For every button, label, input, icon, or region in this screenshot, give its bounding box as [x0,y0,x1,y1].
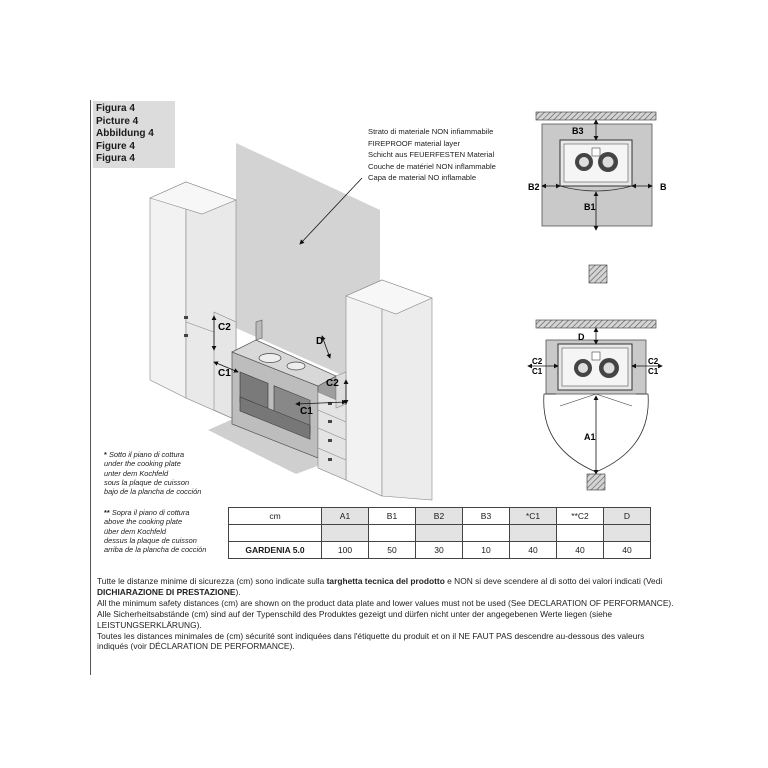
table-cell: 50 [369,542,416,559]
safety-distance-table [228,507,651,559]
table-header-cell: B2 [416,508,463,525]
left-cabinet-side [150,182,186,398]
table-row [229,542,651,559]
safety-paragraph [97,609,675,631]
plan2-wall-hatch [536,320,656,328]
paragraph-run: All the minimum safety distances (cm) are shown on the product data plate and lower values must not be used (See DECLARATION OF PERFORMANCE). [97,597,674,608]
table-cell-model: GARDENIA 5.0 [229,542,322,559]
figure-label-line: Picture 4 [96,115,139,127]
safety-paragraph [97,631,675,653]
table-cell: 40 [510,542,557,559]
plan-view-radiation [528,320,662,490]
paragraph-run: DICHIARAZIONE DI PRESTAZIONE [97,586,236,597]
table-header-cell: **C2 [557,508,604,525]
paragraph-run: ). [235,586,241,597]
table-header-cell: D [604,508,651,525]
note-line: sous la plaque de cuisson [104,477,190,487]
scene-label-c2: C2 [218,322,231,333]
paragraph-run: Toutes les distances minimales de (cm) sécurité sont indiquées dans l'étiquette du produit et on il NE FAUT PAS descendre au-dessous des valeurs indiqués (voir DÉCLARATION DE PERFORMANCE). [97,630,645,652]
fireproof-note-line: Couche de matériel NON inflammable [368,161,496,171]
table-header-row [229,508,651,525]
stove-back-riser [256,320,262,340]
note-asterisk: * [104,450,107,459]
scene-label-c2-right: C2 [326,378,339,389]
plan-wall-hatch [536,112,656,120]
plan-view-wall [528,112,667,230]
table-cell: 100 [322,542,369,559]
plan2-label-a1: A1 [584,432,596,442]
paragraph-run: Alle Sicherheitsabstände (cm) sind auf der Typenschild des Produktes gezeigt und dürfen nicht unter der angegebenen Werte liegen (siehe LEISTUNGSERKLÄRUNG). [97,608,613,630]
scene-label-c1-right: C1 [300,406,313,417]
table-cell: 10 [463,542,510,559]
plan2-label-c2-left: C2 [532,357,543,366]
table-cell: 30 [416,542,463,559]
plan2-label-d: D [578,332,585,342]
table-header-cell: A1 [322,508,369,525]
note-line: Sotto il piano di cottura [108,450,185,459]
paragraph-run: targhetta tecnica del prodotto [326,576,445,586]
table-header-cell: cm [229,508,322,525]
kitchen-scene [150,143,432,500]
plan-label-b3: B3 [572,126,584,136]
safety-paragraph [97,576,675,598]
plan2-back-wall [587,474,605,490]
plan-label-b2: B2 [528,182,540,192]
figure-label-line: Figura 4 [96,103,135,114]
fireproof-note-line: Schicht aus FEUERFESTEN Material [368,150,495,160]
table-cell: 40 [557,542,604,559]
scene-label-d: D [316,336,324,347]
plan2-label-c1-right: C1 [648,367,659,376]
table-header-cell: *C1 [510,508,557,525]
scene-label-c1: C1 [218,368,231,379]
figure-label-line: Figure 4 [96,140,135,152]
table-header-cell: B3 [463,508,510,525]
note-line: above the cooking plate [104,517,183,527]
plan-label-b: B [660,182,667,192]
note-line: unter dem Kochfeld [104,468,169,478]
figure-label-line: Abbildung 4 [96,128,154,139]
note-line: bajo de la plancha de cocción [104,487,202,497]
paragraph-run: Tutte le distanze minime di sicurezza (cm) sono indicate sulla [97,576,327,586]
table-cell: 40 [604,542,651,559]
note-line: über dem Kochfeld [104,526,167,536]
note-line: Sopra il piano di cottura [111,508,190,517]
note-line: arriba de la plancha de cocción [104,545,207,555]
table-spacer-row [229,525,651,542]
plan2-label-c2-right: C2 [648,357,659,366]
figure-label-line: Figura 4 [96,153,135,164]
note-asterisk: ** [104,508,110,517]
right-cabinet-side [346,280,382,496]
fireproof-note-line: Strato di materiale NON infiammabile [368,127,494,136]
note-line: dessus la plaque de cuisson [104,535,197,545]
safety-paragraph [97,598,675,609]
wall-symbol [589,265,607,283]
above-cooking-plate-note [104,508,206,554]
paragraph-run: e NON si deve scendere al di sotto dei valori indicati (Vedi [444,576,663,586]
under-cooking-plate-note [104,450,201,496]
fireproof-note [368,126,496,184]
note-line: under the cooking plate [104,459,181,469]
plan2-label-c1-left: C1 [532,367,543,376]
safety-distance-text [97,576,675,652]
right-cabinet-front [382,280,432,500]
fireproof-note-line: Capa de material NO inflamable [368,173,477,183]
table-header-cell: B1 [369,508,416,525]
fireproof-note-line: FIREPROOF material layer [368,138,460,148]
plan-label-b1: B1 [584,202,596,212]
